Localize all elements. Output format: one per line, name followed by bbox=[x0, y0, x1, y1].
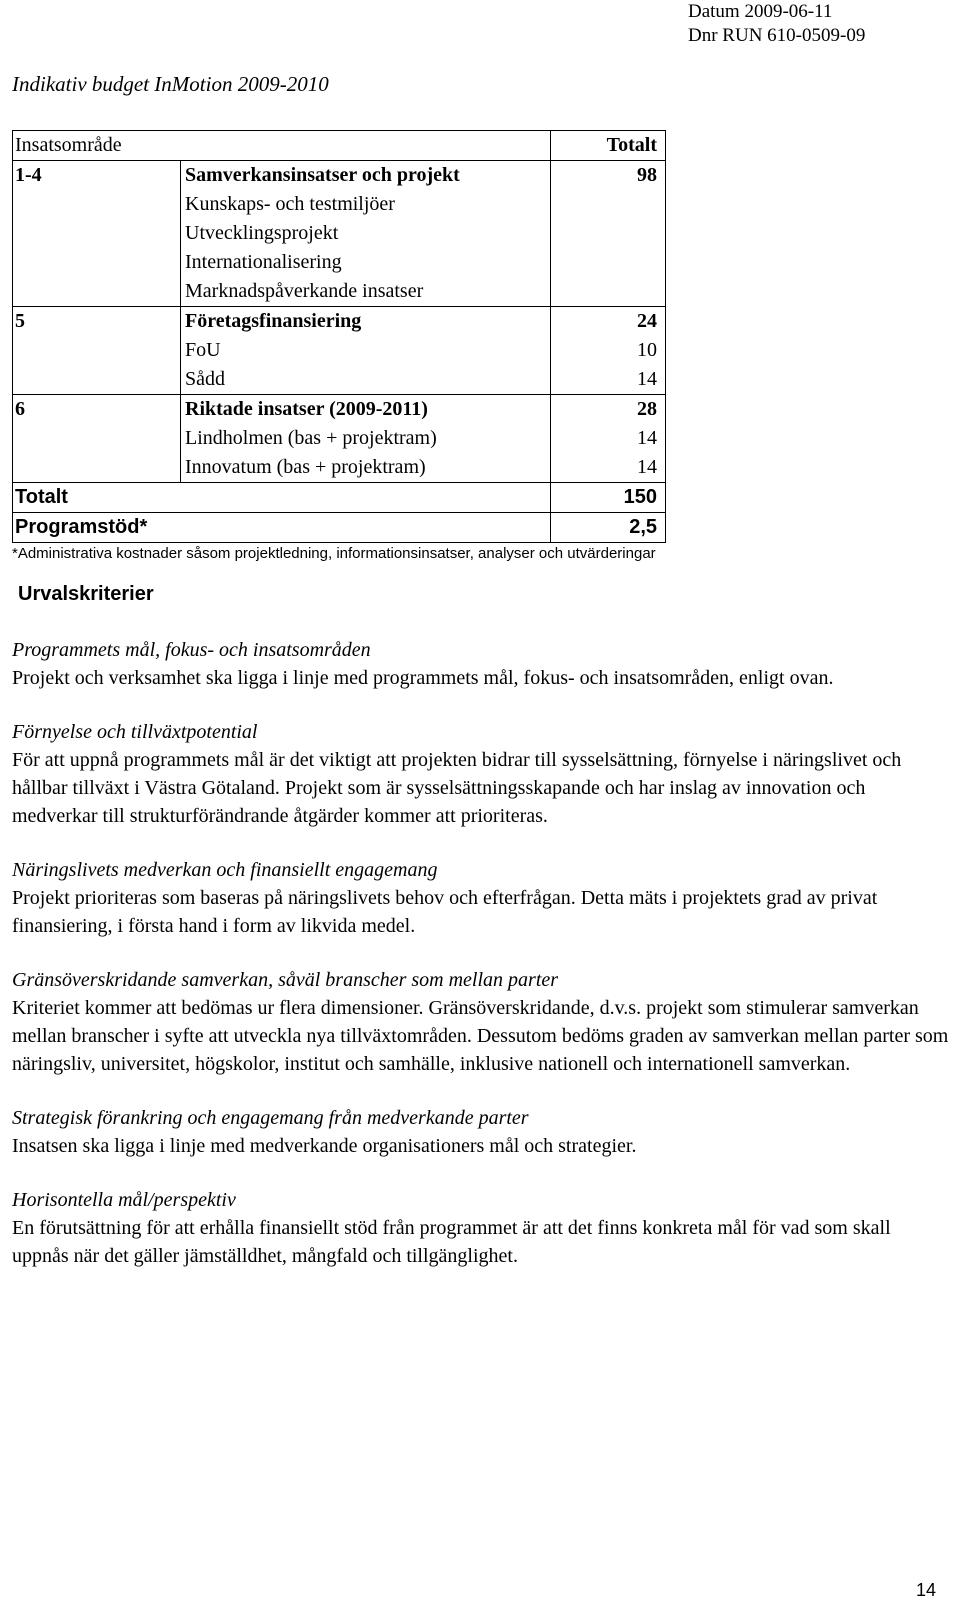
group-item: FoU bbox=[185, 339, 221, 361]
table-group-row bbox=[13, 307, 666, 395]
total-value: 150 bbox=[551, 483, 666, 513]
section-heading: Urvalskriterier bbox=[18, 583, 154, 605]
budget-title: Indikativ budget InMotion 2009-2010 bbox=[12, 72, 329, 96]
table-group-row bbox=[13, 161, 666, 307]
program-label: Programstöd* bbox=[13, 513, 551, 543]
program-value: 2,5 bbox=[551, 513, 666, 543]
group-item: Internationalisering bbox=[185, 251, 342, 273]
group-total: 28 bbox=[637, 398, 658, 420]
group-item: Sådd bbox=[185, 368, 225, 390]
criterion bbox=[12, 1186, 952, 1270]
criterion bbox=[12, 856, 952, 940]
criterion-body: Insatsen ska ligga i linje med medverkande organisationers mål och strategier. bbox=[12, 1135, 637, 1157]
header-area: Insatsområde bbox=[13, 131, 551, 161]
group-name: Riktade insatser (2009-2011) bbox=[185, 398, 428, 420]
group-item: Lindholmen (bas + projektram) bbox=[185, 427, 437, 449]
group-item: Marknadspåverkande insatser bbox=[185, 280, 424, 302]
criterion-body: En förutsättning för att erhålla finansiellt stöd från programmet är att det finns konkreta mål för vad som skall uppnås när det gäller jämställdhet, mångfald och tillgänglighet. bbox=[12, 1217, 891, 1267]
budget-table bbox=[12, 130, 666, 543]
group-item: Innovatum (bas + projektram) bbox=[185, 456, 426, 478]
total-label: Totalt bbox=[13, 483, 551, 513]
criterion-title: Gränsöverskridande samverkan, såväl branscher som mellan parter bbox=[12, 969, 559, 991]
criterion bbox=[12, 636, 952, 692]
criteria-list bbox=[12, 636, 952, 1296]
table-total-row bbox=[13, 483, 666, 513]
table-header-row bbox=[13, 131, 666, 161]
table-program-row bbox=[13, 513, 666, 543]
group-code: 1-4 bbox=[15, 164, 42, 186]
criterion bbox=[12, 1104, 952, 1160]
criterion bbox=[12, 718, 952, 830]
document-header bbox=[688, 0, 865, 48]
page-number: 14 bbox=[915, 1580, 936, 1600]
criterion-body: För att uppnå programmets mål är det viktigt att projekten bidrar till sysselsättning, förnyelse i näringslivet och hållbar tillväxt i Västra Götaland. Projekt som är sysselsättningsskapande och har inslag av innovation och medverkar till strukturförändrande åtgärder kommer att prioriteras. bbox=[12, 749, 902, 827]
criterion-body: Projekt prioriteras som baseras på näringslivets behov och efterfrågan. Detta mäts i projektets grad av privat finansiering, i första hand i form av likvida medel. bbox=[12, 887, 878, 937]
group-code: 6 bbox=[15, 398, 25, 420]
group-total: 98 bbox=[637, 164, 658, 186]
criterion-title: Strategisk förankring och engagemang från medverkande parter bbox=[12, 1107, 529, 1129]
criterion-body: Kriteriet kommer att bedömas ur flera dimensioner. Gränsöverskridande, d.v.s. projekt som stimulerar samverkan mellan branscher i syfte att utveckla nya tillväxtområden. Dessutom bedöms graden av samverkan mellan parter som näringsliv, universitet, högskolor, institut och samhälle, inklusive nationell och internationell samverkan. bbox=[12, 997, 949, 1075]
document-dnr: Dnr RUN 610-0509-09 bbox=[688, 25, 866, 46]
group-code: 5 bbox=[15, 310, 25, 332]
item-value: 10 bbox=[637, 339, 658, 361]
table-footnote: *Administrativa kostnader såsom projektledning, informationsinsatser, analyser och utvärderingar bbox=[12, 545, 656, 562]
criterion-title: Horisontella mål/perspektiv bbox=[12, 1189, 236, 1211]
criterion-title: Förnyelse och tillväxtpotential bbox=[12, 721, 258, 743]
header-total: Totalt bbox=[551, 131, 666, 161]
group-name: Samverkansinsatser och projekt bbox=[185, 164, 460, 186]
group-item: Utvecklingsprojekt bbox=[185, 222, 339, 244]
criterion-title: Programmets mål, fokus- och insatsområden bbox=[12, 639, 371, 661]
group-name: Företagsfinansiering bbox=[185, 310, 362, 332]
group-item: Kunskaps- och testmiljöer bbox=[185, 193, 395, 215]
item-value: 14 bbox=[637, 368, 658, 390]
criterion bbox=[12, 966, 952, 1078]
criterion-body: Projekt och verksamhet ska ligga i linje med programmets mål, fokus- och insatsområden, enligt ovan. bbox=[12, 667, 834, 689]
table-group-row bbox=[13, 395, 666, 483]
document-date: Datum 2009-06-11 bbox=[688, 1, 833, 22]
criterion-title: Näringslivets medverkan och finansiellt engagemang bbox=[12, 859, 438, 881]
item-value: 14 bbox=[637, 456, 658, 478]
group-total: 24 bbox=[637, 310, 658, 332]
item-value: 14 bbox=[637, 427, 658, 449]
